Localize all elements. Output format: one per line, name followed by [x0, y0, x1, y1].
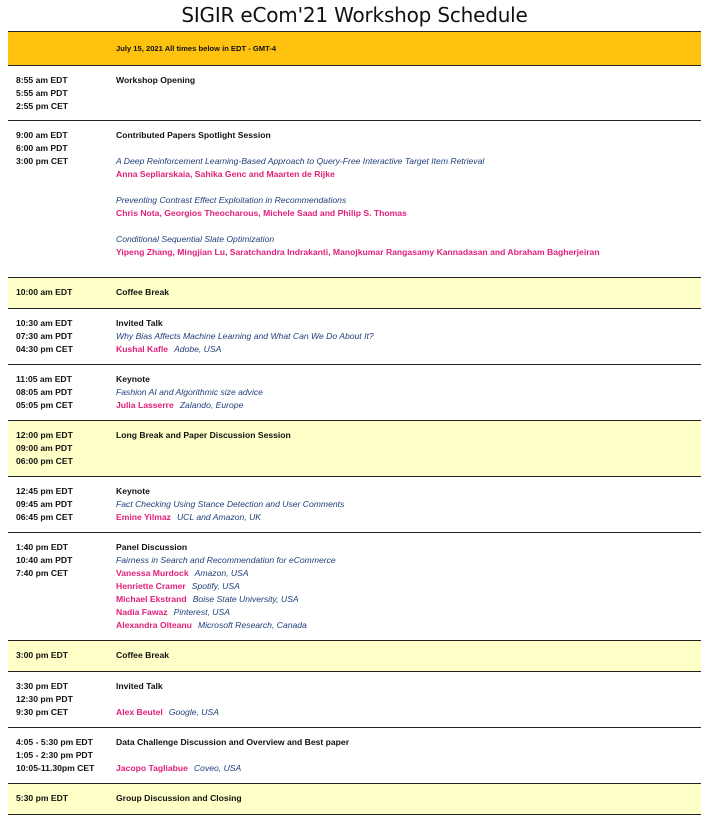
session-title: Coffee Break: [116, 278, 701, 309]
table-row: 3:00 pm EDT Coffee Break: [8, 641, 701, 672]
panelist: Henriette Cramer Spotify, USA: [116, 581, 240, 591]
session-title: Long Break and Paper Discussion Session: [116, 421, 701, 477]
table-row: 4:05 - 5:30 pm EDT 1:05 - 2:30 pm PDT 10:05-11.30pm CET Data Challenge Discussion and Overview and Best paper Jacopo Tagliabue Coveo, USA: [8, 728, 701, 784]
session-title: Data Challenge Discussion and Overview and Best paper: [116, 737, 350, 747]
paper-title: Conditional Sequential Slate Optimization: [116, 234, 275, 244]
table-row: 10:00 am EDT Coffee Break: [8, 278, 701, 309]
panelist: Vanessa Murdock Amazon, USA: [116, 568, 249, 578]
speaker-name: Julia Lasserre: [116, 400, 174, 410]
session-kind: Invited Talk: [116, 318, 163, 328]
table-row: 1:40 pm EDT 10:40 am PDT 7:40 pm CET Panel Discussion Fairness in Search and Recommendation for eCommerce Vanessa Murdock Amazon, USA Henriette Cramer Spotify, USA Michael Ekstrand Boise State University, USA Nadia Fawaz Pinterest, USA Alexandra Olteanu Microsoft Research, Canada: [8, 533, 701, 641]
paper-authors: Anna Sepliarskaia, Sahika Genc and Maarten de Rijke: [116, 169, 335, 179]
panelist: Nadia Fawaz Pinterest, USA: [116, 607, 230, 617]
table-row: 8:55 am EDT 5:55 am PDT 2:55 pm CET Workshop Opening: [8, 66, 701, 121]
panelist: Alexandra Olteanu Microsoft Research, Canada: [116, 620, 307, 630]
session-title: Workshop Opening: [116, 66, 701, 121]
panelist: Michael Ekstrand Boise State University, USA: [116, 594, 299, 604]
paper-title: Preventing Contrast Effect Exploitation in Recommendations: [116, 195, 347, 205]
table-row: 5:30 pm EDT Group Discussion and Closing: [8, 784, 701, 815]
talk-title: Why Bias Affects Machine Learning and What Can We Do About It?: [116, 331, 374, 341]
speaker-name: Kushal Kafle: [116, 344, 169, 354]
talk-title: Fairness in Search and Recommendation for eCommerce: [116, 555, 336, 565]
table-row: 3:30 pm EDT 12:30 pm PDT 9:30 pm CET Invited Talk Alex Beutel Google, USA: [8, 672, 701, 728]
paper-authors: Chris Nota, Georgios Theocharous, Michele Saad and Philip S. Thomas: [116, 208, 407, 218]
table-row: 12:00 pm EDT 09:00 am PDT 06:00 pm CET Long Break and Paper Discussion Session: [8, 421, 701, 477]
table-row: 10:30 am EDT 07:30 am PDT 04:30 pm CET Invited Talk Why Bias Affects Machine Learning and What Can We Do About It? Kushal Kafle Adobe, USA: [8, 309, 701, 365]
table-row: 9:00 am EDT 6:00 am PDT 3:00 pm CET Contributed Papers Spotlight Session A Deep Reinforcement Learning-Based Approach to Query-Free Interactive Target Item Retrieval Anna Sepliarskaia, Sahika Genc and Maarten de Rijke Preventing Contrast Effect Exploitation in Recommendations Chris Nota, Georgios Theocharous, Michele Saad and Philip S. Thomas Conditional Sequential Slate Optimization Yipeng Zhang, Mingjian Lu, Saratchandra Indrakanti, Manojkumar Rangasamy Kannadasan and Abraham Bagherjeiran: [8, 121, 701, 278]
speaker-name: Jacopo Tagliabue: [116, 763, 188, 773]
session-kind: Invited Talk: [116, 681, 163, 691]
session-kind: Panel Discussion: [116, 542, 188, 552]
speaker-affiliation: UCL and Amazon, UK: [176, 512, 262, 522]
paper-title: A Deep Reinforcement Learning-Based Approach to Query-Free Interactive Target Item Retrieval: [116, 156, 485, 166]
speaker-name: Emine Yilmaz: [116, 512, 171, 522]
schedule-table: [8, 31, 701, 815]
session-title: Group Discussion and Closing: [116, 784, 701, 815]
paper-authors: Yipeng Zhang, Mingjian Lu, Saratchandra Indrakanti, Manojkumar Rangasamy Kannadasan and Abraham Bagherjeiran: [116, 247, 600, 257]
session-title: Contributed Papers Spotlight Session: [116, 130, 271, 140]
session-title: Coffee Break: [116, 641, 701, 672]
session-kind: Keynote: [116, 374, 150, 384]
schedule-header-row: [8, 32, 701, 66]
schedule-date-note: July 15, 2021 All times below in EDT - GMT-4: [116, 32, 701, 66]
speaker-affiliation: Adobe, USA: [174, 344, 222, 354]
talk-title: Fashion AI and Algorithmic size advice: [116, 387, 263, 397]
table-row: 11:05 am EDT 08:05 am PDT 05:05 pm CET Keynote Fashion AI and Algorithmic size advice Julia Lasserre Zalando, Europe: [8, 365, 701, 421]
talk-title: Fact Checking Using Stance Detection and User Comments: [116, 499, 345, 509]
speaker-affiliation: Zalando, Europe: [179, 400, 244, 410]
table-row: 12:45 pm EDT 09:45 am PDT 06:45 pm CET Keynote Fact Checking Using Stance Detection and User Comments Emine Yilmaz UCL and Amazon, UK: [8, 477, 701, 533]
page-title: SIGIR eCom'21 Workshop Schedule: [181, 3, 528, 27]
speaker-affiliation: Google, USA: [168, 707, 219, 717]
speaker-name: Alex Beutel: [116, 707, 163, 717]
speaker-affiliation: Coveo, USA: [193, 763, 242, 773]
session-kind: Keynote: [116, 486, 150, 496]
